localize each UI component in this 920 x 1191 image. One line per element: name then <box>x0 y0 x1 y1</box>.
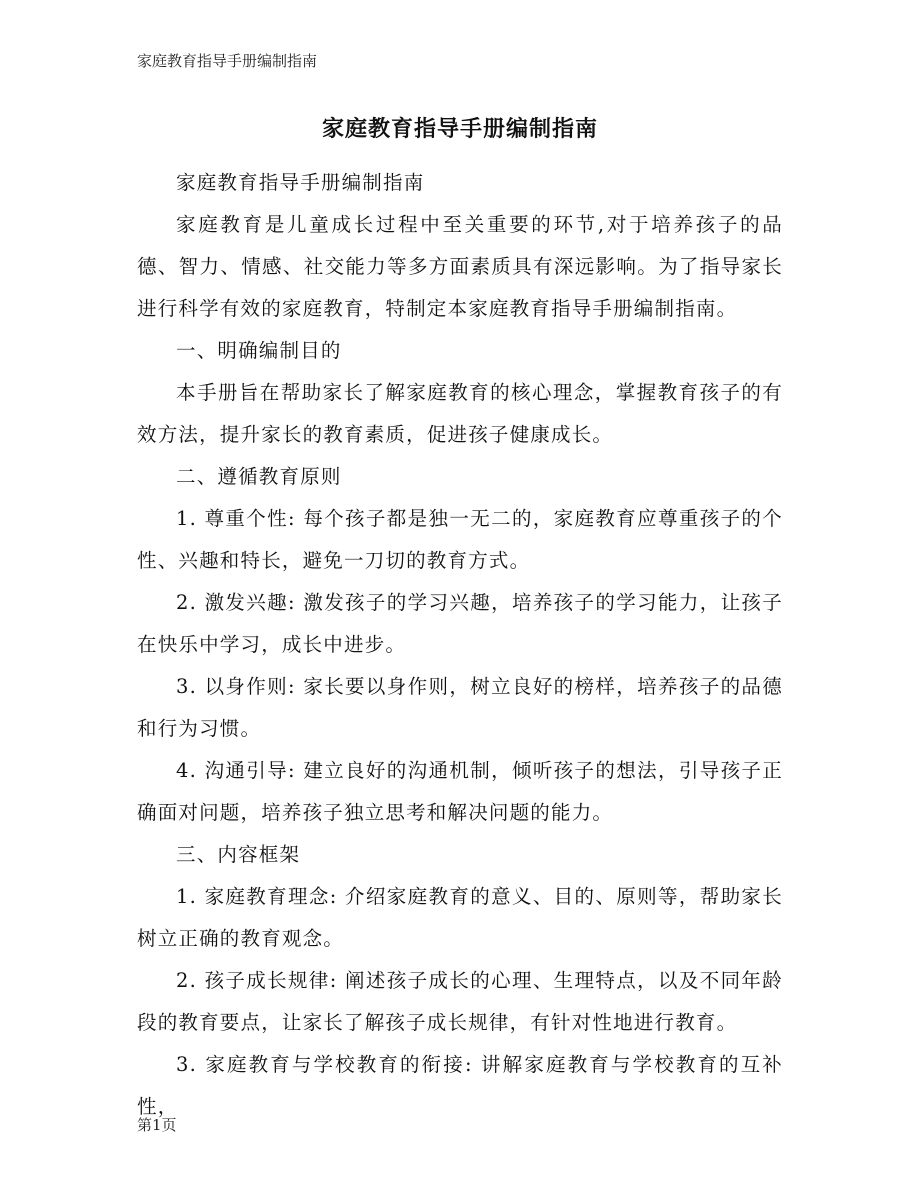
paragraph: 家庭教育指导手册编制指南 <box>176 171 425 194</box>
section-heading: 二、遵循教育原则 <box>176 465 342 488</box>
page-header: 家庭教育指导手册编制指南 <box>137 52 318 70</box>
section-heading: 一、明确编制目的 <box>176 339 342 362</box>
paragraph: 本手册旨在帮助家长了解家庭教育的核心理念，掌握教育孩子的有效方法，提升家长的教育素质，促进孩子健康成长。 <box>137 381 783 446</box>
document-title: 家庭教育指导手册编制指南 <box>321 116 598 142</box>
list-item: 2. 激发兴趣: 激发孩子的学习兴趣，培养孩子的学习能力，让孩子在快乐中学习，成长中进步。 <box>137 591 783 656</box>
list-item: 2. 孩子成长规律: 阐述孩子成长的心理、生理特点，以及不同年龄段的教育要点，让家长了解孩子成长规律，有针对性地进行教育。 <box>137 969 783 1034</box>
list-item: 1. 尊重个性: 每个孩子都是独一无二的，家庭教育应尊重孩子的个性、兴趣和特长，避免一刀切的教育方式。 <box>137 507 783 572</box>
list-item: 1. 家庭教育理念: 介绍家庭教育的意义、目的、原则等，帮助家长树立正确的教育观念。 <box>137 885 783 950</box>
list-item: 3. 家庭教育与学校教育的衔接: 讲解家庭教育与学校教育的互补性， <box>137 1053 783 1118</box>
list-item: 3. 以身作则: 家长要以身作则，树立良好的榜样，培养孩子的品德和行为习惯。 <box>137 675 783 740</box>
section-heading: 三、内容框架 <box>176 843 301 866</box>
list-item: 4. 沟通引导: 建立良好的沟通机制，倾听孩子的想法，引导孩子正确面对问题，培养孩子独立思考和解决问题的能力。 <box>137 759 783 824</box>
document-body <box>137 162 783 1128</box>
page-number: 第1页 <box>137 1116 177 1134</box>
paragraph: 家庭教育是儿童成长过程中至关重要的环节,对于培养孩子的品德、智力、情感、社交能力等多方面素质具有深远影响。为了指导家长进行科学有效的家庭教育，特制定本家庭教育指导手册编制指南。 <box>137 213 783 320</box>
